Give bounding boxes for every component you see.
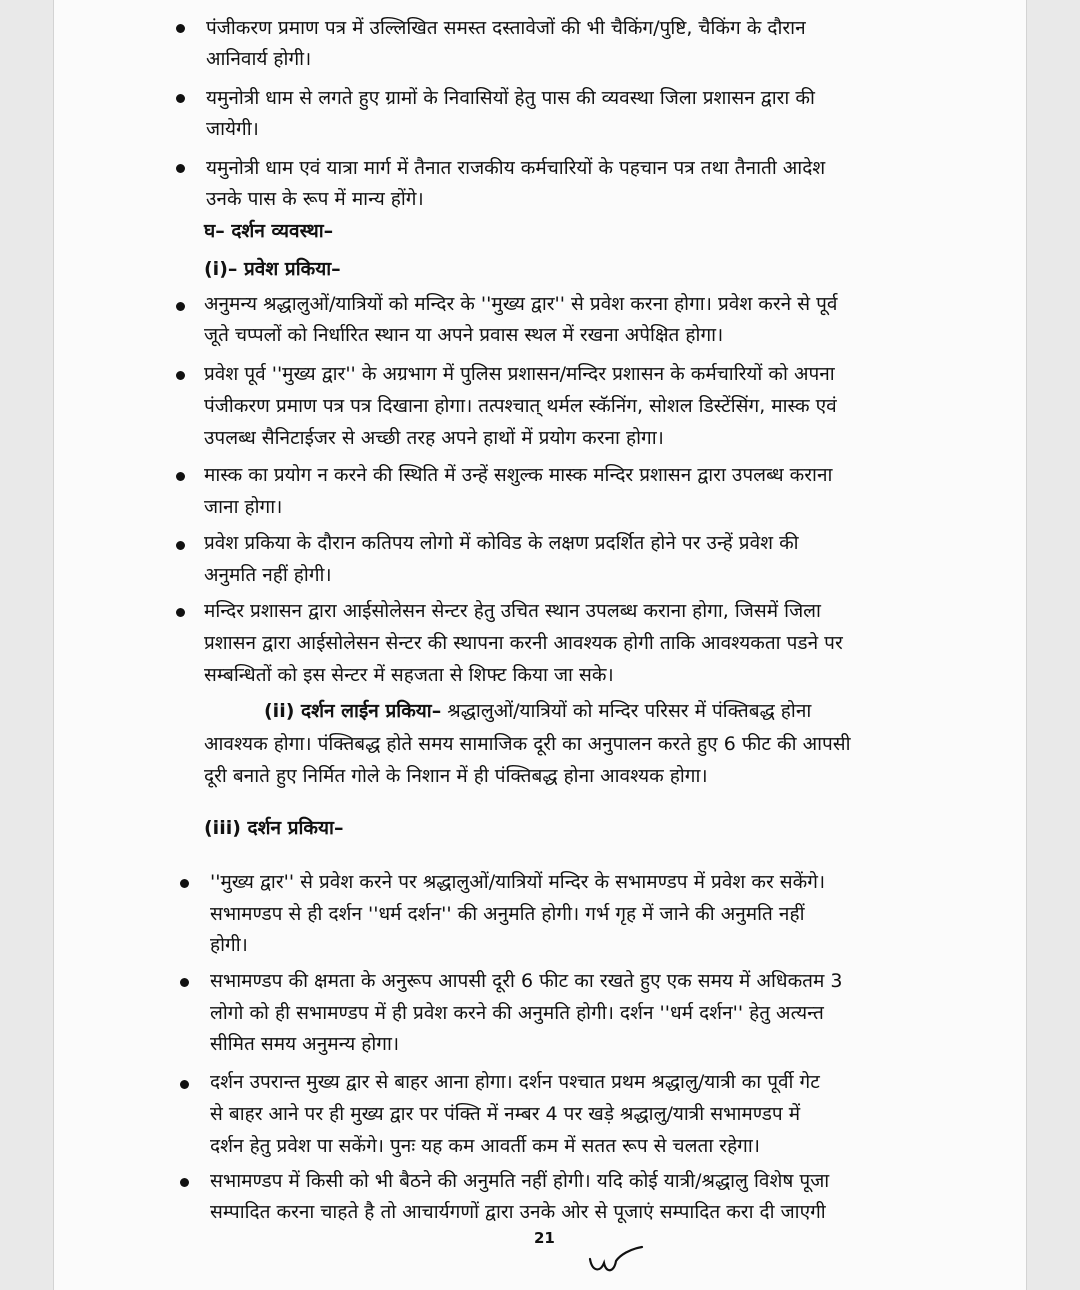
bullet-7-line-1: प्रवेश प्रकिया के दौरान कतिपय लोगो में कोविड के लक्षण प्रदर्शित होने पर उन्हें प्रवेश की [204, 532, 799, 554]
document-page [54, 0, 1026, 1290]
bullet-icon [176, 371, 185, 380]
bullet-11-line-1: दर्शन उपरान्त मुख्य द्वार से बाहर आना होगा। दर्शन पश्चात प्रथम श्रद्धालु/यात्री का पूर्वी गेट [210, 1071, 820, 1093]
bullet-icon [176, 472, 185, 481]
bullet-icon [180, 879, 189, 888]
bullet-2-line-1: यमुनोत्री धाम से लगते हुए ग्रामों के निवासियों हेतु पास की व्यवस्था जिला प्रशासन द्वारा की [206, 87, 815, 109]
bullet-icon [176, 24, 185, 33]
bullet-icon [176, 302, 185, 311]
bullet-9-line-1: ''मुख्य द्वार'' से प्रवेश करने पर श्रद्धालुओं/यात्रियों मन्दिर के सभामण्डप में प्रवेश कर सकेंगे। [210, 871, 826, 893]
bullet-4-line-2: जूते चप्पलों को निर्धारित स्थान या अपने प्रवास स्थल में रखना अपेक्षित होगा। [204, 324, 724, 346]
bullet-3-line-1: यमुनोत्री धाम एवं यात्रा मार्ग में तैनात राजकीय कर्मचारियों के पहचान पत्र तथा तैनाती आदेश [206, 157, 826, 179]
subsection-heading-iii: (iii) दर्शन प्रकिया– [204, 817, 344, 839]
bullet-3-line-2: उनके पास के रूप में मान्य होंगे। [206, 188, 424, 210]
bullet-4-line-1: अनुमन्य श्रद्धालुओं/यात्रियों को मन्दिर के ''मुख्य द्वार'' से प्रवेश करना होगा। प्रवेश करने से पूर्व [204, 293, 838, 315]
bullet-1-line-1: पंजीकरण प्रमाण पत्र में उल्लिखित समस्त दस्तावेजों की भी चैकिंग/पुष्टि, चैकिंग के दौरान [206, 17, 806, 39]
bullet-10-line-2: लोगो को ही सभामण्डप में ही प्रवेश करने की अनुमति होगी। दर्शन ''धर्म दर्शन'' हेतु अत्यन्त [210, 1002, 824, 1024]
bullet-6-line-1: मास्क का प्रयोग न करने की स्थिति में उन्हें सशुल्क मास्क मन्दिर प्रशासन द्वारा उपलब्ध कराना [204, 464, 833, 486]
paragraph-ii-text: श्रद्धालुओं/यात्रियों को मन्दिर परिसर में पंक्तिबद्ध होना [441, 700, 812, 722]
bullet-10-line-3: सीमित समय अनुमन्य होगा। [210, 1033, 400, 1055]
section-heading-gha: घ– दर्शन व्यवस्था– [204, 220, 334, 242]
bullet-2-line-2: जायेगी। [206, 118, 259, 140]
bullet-icon [176, 94, 185, 103]
bullet-11-line-3: दर्शन हेतु प्रवेश पा सकेंगे। पुनः यह कम आवर्ती कम में सतत रूप से चलता रहेगा। [210, 1135, 760, 1157]
bullet-11-line-2: से बाहर आने पर ही मुख्य द्वार पर पंक्ति में नम्बर 4 पर खड़े श्रद्धालु/यात्री सभामण्डप में [210, 1103, 801, 1125]
bullet-icon [176, 608, 185, 617]
signature-icon [586, 1245, 646, 1277]
page-number: 21 [534, 1229, 555, 1247]
bullet-icon [176, 541, 185, 550]
bullet-1-line-2: आनिवार्य होगी। [206, 48, 312, 70]
bullet-8-line-3: सम्बन्धितों को इस सेन्टर में सहजता से शिफ्ट किया जा सके। [204, 664, 614, 686]
bullet-12-line-2: सम्पादित करना चाहते है तो आचार्यगणों द्वारा उनके ओर से पूजाएं सम्पादित करा दी जाएगी [210, 1201, 826, 1223]
bullet-6-line-2: जाना होगा। [204, 496, 283, 518]
bullet-icon [180, 1178, 189, 1187]
bullet-10-line-1: सभामण्डप की क्षमता के अनुरूप आपसी दूरी 6 फीट का रखते हुए एक समय में अधिकतम 3 [210, 970, 843, 992]
bullet-5-line-1: प्रवेश पूर्व ''मुख्य द्वार'' के अग्रभाग में पुलिस प्रशासन/मन्दिर प्रशासन के कर्मचारियों को अपना [204, 363, 835, 385]
bullet-5-line-3: उपलब्ध सैनिटाईजर से अच्छी तरह अपने हाथों में प्रयोग करना होगा। [204, 427, 664, 449]
bullet-5-line-2: पंजीकरण प्रमाण पत्र पत्र दिखाना होगा। तत्पश्चात् थर्मल स्कॅनिंग, सोशल डिस्टेंसिंग, मास्क एवं [204, 395, 837, 417]
paragraph-ii-heading: (ii) दर्शन लाईन प्रकिया– [264, 700, 442, 722]
bullet-icon [180, 978, 189, 987]
paragraph-ii-line-1 [264, 698, 811, 724]
bullet-icon [176, 164, 185, 173]
paragraph-ii-line-3: दूरी बनाते हुए निर्मित गोले के निशान में ही पंक्तिबद्ध होना आवश्यक होगा। [204, 765, 708, 787]
subsection-heading-i: (i)– प्रवेश प्रकिया– [204, 258, 341, 280]
paragraph-ii-line-2: आवश्यक होगा। पंक्तिबद्ध होते समय सामाजिक दूरी का अनुपालन करते हुए 6 फीट की आपसी [204, 733, 851, 755]
bullet-icon [180, 1080, 189, 1089]
bullet-7-line-2: अनुमति नहीं होगी। [204, 564, 332, 586]
bullet-8-line-1: मन्दिर प्रशासन द्वारा आईसोलेसन सेन्टर हेतु उचित स्थान उपलब्ध कराना होगा, जिसमें जिला [204, 600, 821, 622]
bullet-12-line-1: सभामण्डप में किसी को भी बैठने की अनुमति नहीं होगी। यदि कोई यात्री/श्रद्धालु विशेष पूजा [210, 1170, 830, 1192]
bullet-9-line-3: होगी। [210, 934, 248, 956]
bullet-8-line-2: प्रशासन द्वारा आईसोलेसन सेन्टर की स्थापना करनी आवश्यक होगी ताकि आवश्यकता पडने पर [204, 632, 843, 654]
bullet-9-line-2: सभामण्डप से ही दर्शन ''धर्म दर्शन'' की अनुमति होगी। गर्भ गृह में जाने की अनुमति नहीं [210, 903, 805, 925]
